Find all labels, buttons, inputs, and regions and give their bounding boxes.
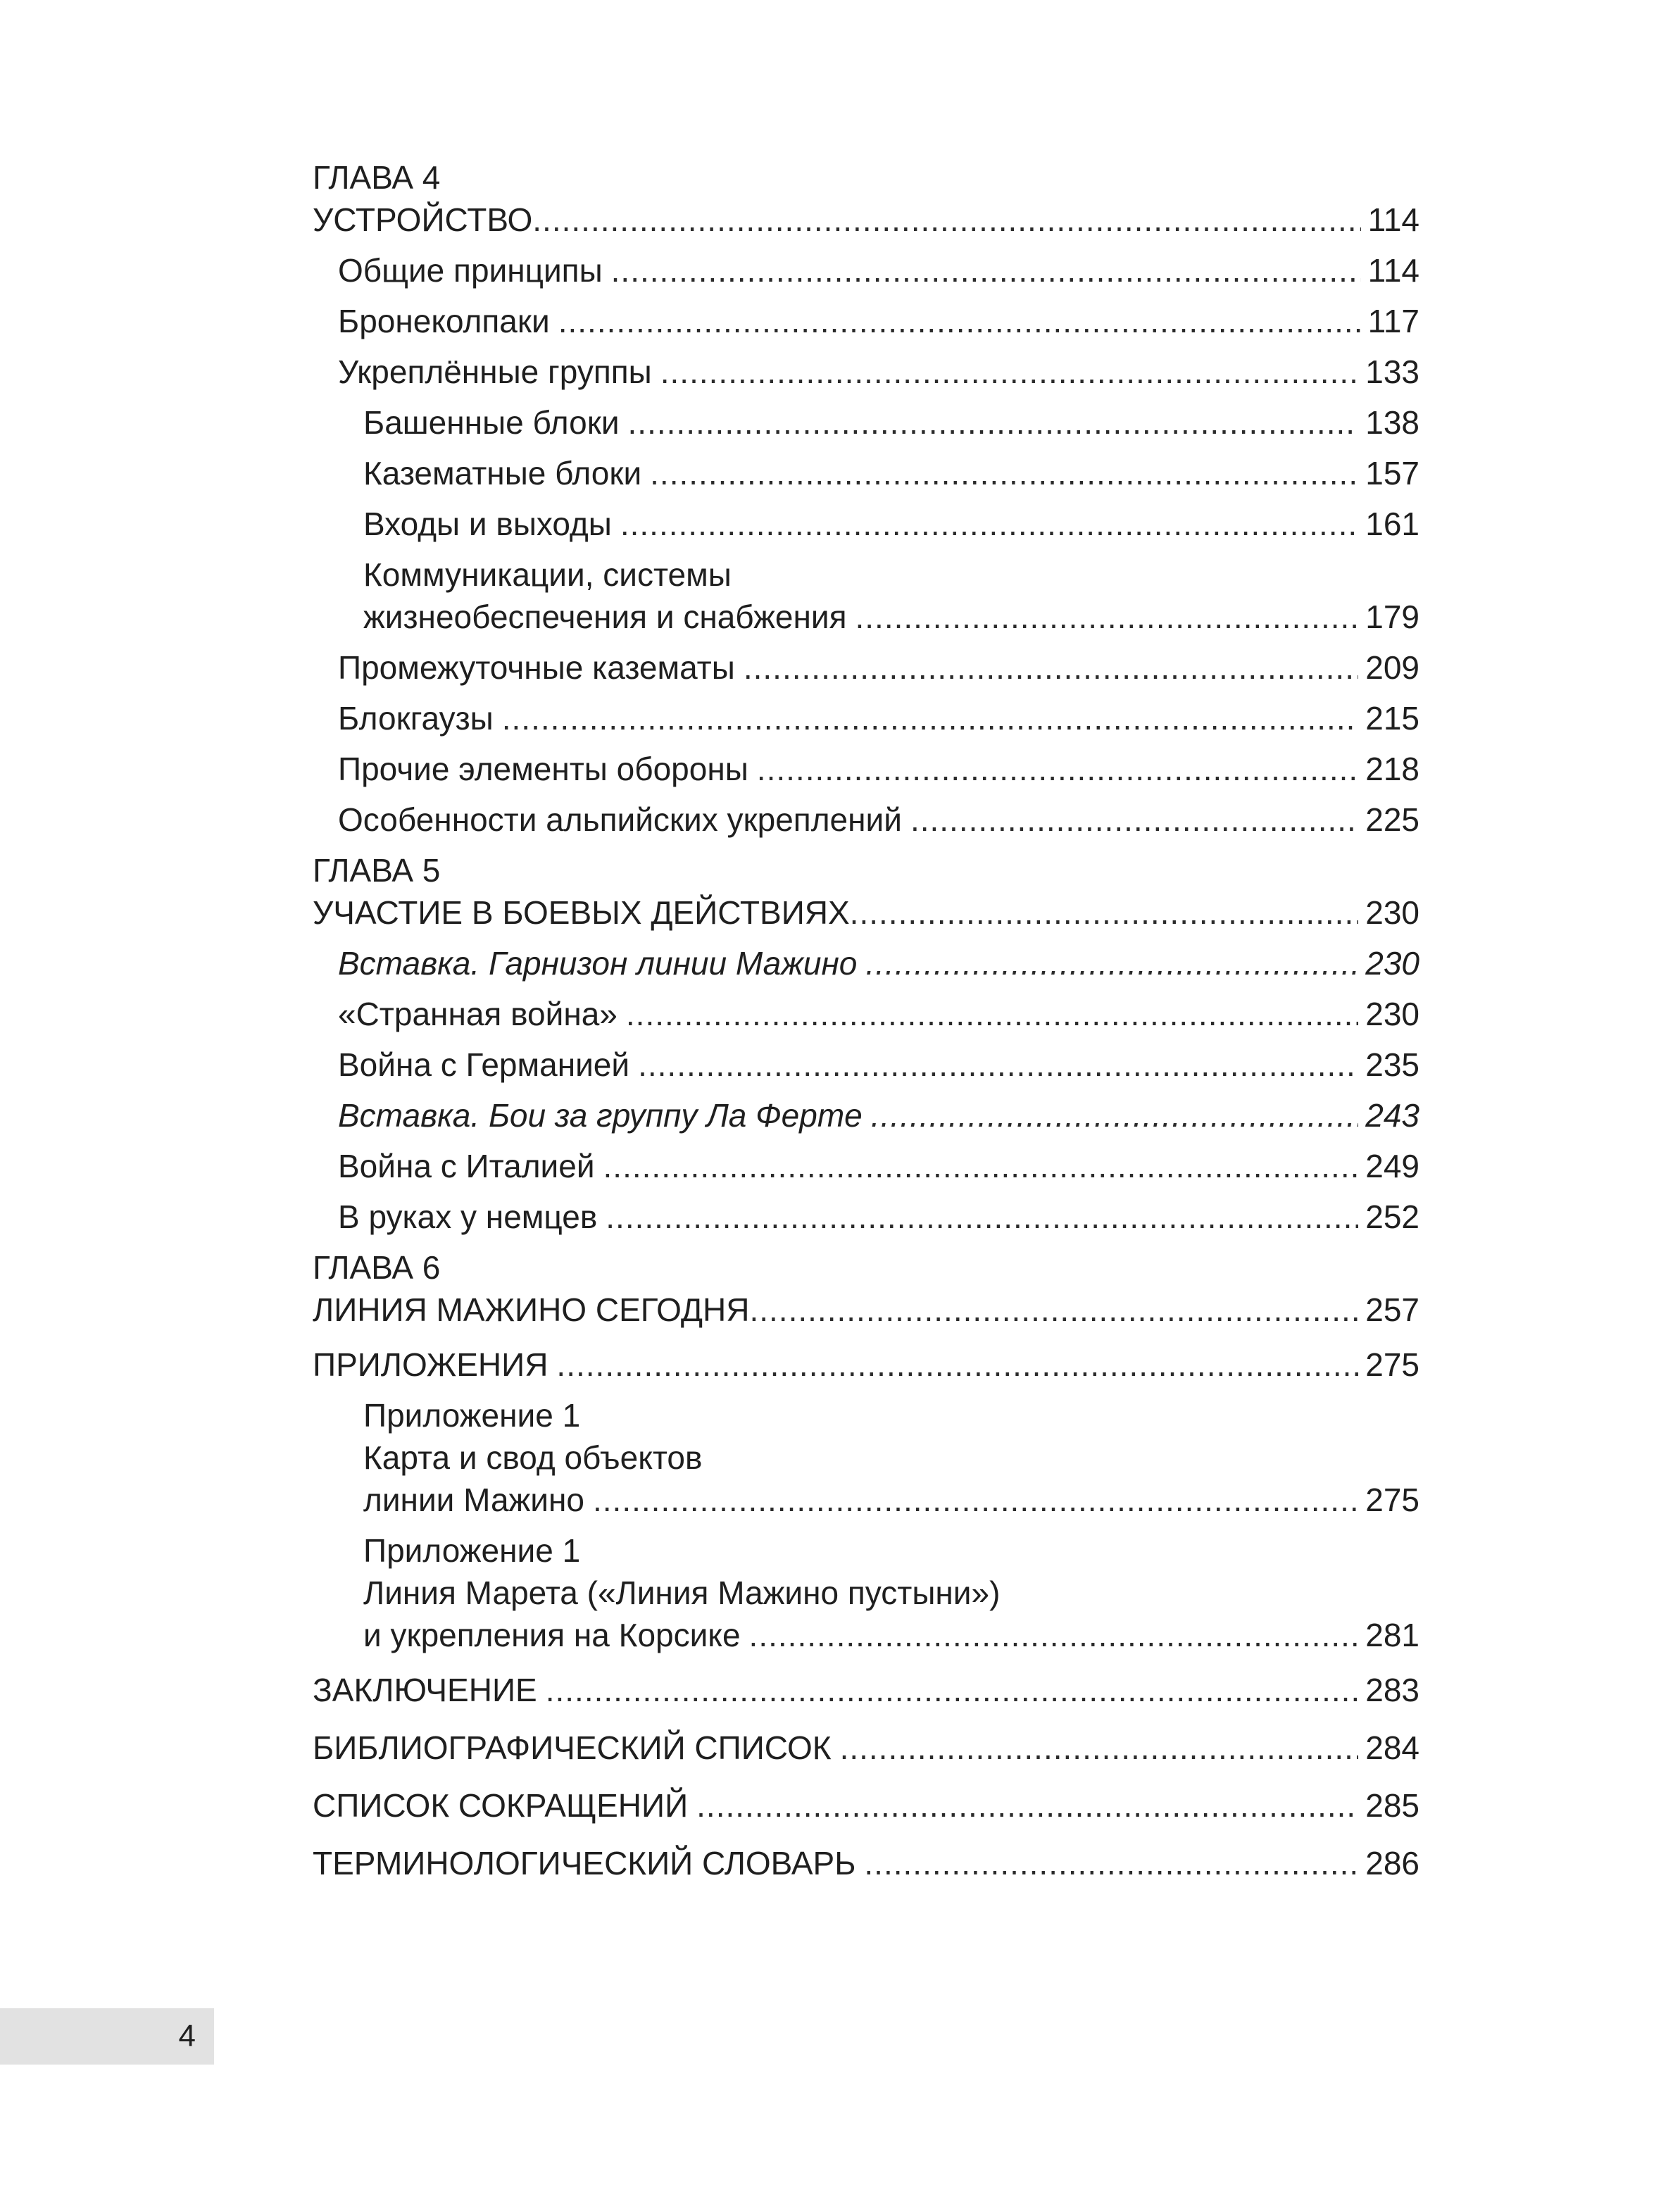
entry-title: Казематные блоки bbox=[363, 455, 642, 491]
dot-leader bbox=[757, 748, 1358, 790]
toc-line[interactable] bbox=[313, 891, 1419, 934]
entry-title: Бронеколпаки bbox=[338, 303, 550, 339]
toc-line[interactable] bbox=[313, 646, 1419, 689]
appendix-entry[interactable] bbox=[313, 1394, 1419, 1521]
toc-line[interactable] bbox=[313, 452, 1419, 494]
dot-leader bbox=[593, 1479, 1358, 1521]
entry-title: Общие принципы bbox=[338, 252, 603, 289]
toc-line[interactable] bbox=[313, 503, 1419, 545]
toc-line[interactable] bbox=[313, 1784, 1419, 1827]
dot-leader bbox=[871, 1094, 1359, 1137]
page-ref: 275 bbox=[1365, 1346, 1419, 1383]
chapter-5 bbox=[313, 849, 1419, 934]
appendix-title-line: линии Мажино bbox=[363, 1482, 584, 1518]
dot-leader bbox=[532, 199, 1360, 241]
entry-title: Особенности альпийских укреплений bbox=[338, 801, 902, 838]
toc-line[interactable] bbox=[313, 401, 1419, 444]
page-ref: 243 bbox=[1365, 1097, 1419, 1134]
toc-line[interactable] bbox=[313, 1344, 1419, 1386]
entry-title: Входы и выходы bbox=[363, 506, 612, 542]
chapter-4 bbox=[313, 156, 1419, 241]
page-ref: 215 bbox=[1365, 700, 1419, 737]
chapter-label: ГЛАВА 4 bbox=[313, 159, 441, 196]
page-ref: 285 bbox=[1365, 1787, 1419, 1824]
page-ref: 283 bbox=[1365, 1672, 1419, 1708]
dot-leader bbox=[660, 351, 1359, 393]
appendix-entry[interactable] bbox=[313, 1529, 1419, 1656]
entry-title: Промежуточные казематы bbox=[338, 649, 735, 686]
table-of-contents bbox=[313, 156, 1419, 1900]
toc-line[interactable] bbox=[313, 1196, 1419, 1238]
appendix-title-line: Линия Марета («Линия Мажино пустыни») bbox=[363, 1574, 1001, 1611]
appendix-label: Приложение 1 bbox=[363, 1532, 581, 1569]
entry-title: Прочие элементы обороны bbox=[338, 751, 748, 787]
section-title: БИБЛИОГРАФИЧЕСКИЙ СПИСОК bbox=[313, 1729, 832, 1766]
section-title: ЗАКЛЮЧЕНИЕ bbox=[313, 1672, 537, 1708]
page-ref: 133 bbox=[1365, 353, 1419, 390]
entry-title: Война с Италией bbox=[338, 1148, 595, 1184]
entry-title: «Странная война» bbox=[338, 996, 618, 1032]
page-ref: 179 bbox=[1365, 599, 1419, 635]
page-ref: 286 bbox=[1365, 1845, 1419, 1881]
toc-line[interactable] bbox=[313, 199, 1419, 241]
toc-line-insert[interactable] bbox=[313, 1094, 1419, 1137]
toc-line[interactable] bbox=[313, 748, 1419, 790]
page-ref: 218 bbox=[1365, 751, 1419, 787]
dot-leader bbox=[749, 1614, 1359, 1656]
dot-leader bbox=[840, 1727, 1359, 1769]
dot-leader bbox=[606, 1196, 1358, 1238]
entry-title-line: Коммуникации, системы bbox=[363, 556, 732, 593]
page-ref: 230 bbox=[1365, 945, 1419, 982]
page-ref: 225 bbox=[1365, 801, 1419, 838]
dot-leader bbox=[865, 942, 1358, 984]
dot-leader bbox=[749, 1289, 1358, 1331]
dot-leader bbox=[910, 799, 1358, 841]
page-ref: 230 bbox=[1365, 894, 1419, 931]
toc-line bbox=[313, 596, 1419, 638]
page-ref: 252 bbox=[1365, 1198, 1419, 1235]
entry-title: жизнеобеспечения и снабжения bbox=[363, 599, 847, 635]
toc-line[interactable] bbox=[313, 1669, 1419, 1711]
page-ref: 161 bbox=[1365, 506, 1419, 542]
toc-line[interactable] bbox=[313, 1289, 1419, 1331]
chapter-label: ГЛАВА 6 bbox=[313, 1249, 441, 1286]
toc-line[interactable] bbox=[313, 1044, 1419, 1086]
toc-line[interactable] bbox=[313, 249, 1419, 292]
dot-leader bbox=[620, 503, 1358, 545]
page-ref: 284 bbox=[1365, 1729, 1419, 1766]
toc-line bbox=[313, 1479, 1419, 1521]
page-ref: 275 bbox=[1365, 1482, 1419, 1518]
dot-leader bbox=[626, 993, 1358, 1035]
page-ref: 249 bbox=[1365, 1148, 1419, 1184]
chapter-title: ЛИНИЯ МАЖИНО СЕГОДНЯ bbox=[313, 1291, 750, 1328]
entry-title: Война с Германией bbox=[338, 1046, 630, 1083]
dot-leader bbox=[864, 1842, 1358, 1884]
toc-multiline-entry[interactable] bbox=[313, 553, 1419, 638]
dot-leader bbox=[855, 596, 1359, 638]
chapter-label: ГЛАВА 5 bbox=[313, 852, 441, 889]
dot-leader bbox=[628, 401, 1359, 444]
toc-line[interactable] bbox=[313, 1727, 1419, 1769]
dot-leader bbox=[638, 1044, 1358, 1086]
toc-line[interactable] bbox=[313, 697, 1419, 739]
page-ref: 281 bbox=[1365, 1617, 1419, 1653]
page-ref: 138 bbox=[1365, 404, 1419, 441]
dot-leader bbox=[556, 1344, 1358, 1386]
entry-title: Башенные блоки bbox=[363, 404, 620, 441]
page-ref: 117 bbox=[1367, 303, 1419, 339]
section-title: ТЕРМИНОЛОГИЧЕСКИЙ СЛОВАРЬ bbox=[313, 1845, 856, 1881]
dot-leader bbox=[603, 1145, 1359, 1187]
dot-leader bbox=[744, 646, 1358, 689]
entry-title: Вставка. Гарнизон линии Мажино bbox=[338, 945, 858, 982]
appendix-title-line: Карта и свод объектов bbox=[363, 1439, 703, 1476]
section-title: ПРИЛОЖЕНИЯ bbox=[313, 1346, 548, 1383]
entry-title: Укреплённые группы bbox=[338, 353, 652, 390]
toc-line[interactable] bbox=[313, 351, 1419, 393]
dot-leader bbox=[502, 697, 1359, 739]
page-ref: 114 bbox=[1367, 201, 1419, 238]
chapter-6 bbox=[313, 1246, 1419, 1331]
page-ref: 114 bbox=[1367, 252, 1419, 289]
entry-title: В руках у немцев bbox=[338, 1198, 598, 1235]
page-ref: 157 bbox=[1365, 455, 1419, 491]
page-ref: 235 bbox=[1365, 1046, 1419, 1083]
chapter-title: УСТРОЙСТВО bbox=[313, 201, 533, 238]
page-number: 4 bbox=[178, 2019, 196, 2053]
dot-leader bbox=[546, 1669, 1359, 1711]
toc-line-insert[interactable] bbox=[313, 942, 1419, 984]
section-title: СПИСОК СОКРАЩЕНИЙ bbox=[313, 1787, 689, 1824]
toc-line[interactable] bbox=[313, 300, 1419, 342]
toc-line[interactable] bbox=[313, 993, 1419, 1035]
appendix-title-line: и укрепления на Корсике bbox=[363, 1617, 741, 1653]
page-number-tab bbox=[0, 2008, 214, 2065]
entry-title: Вставка. Бои за группу Ла Ферте bbox=[338, 1097, 863, 1134]
toc-line[interactable] bbox=[313, 799, 1419, 841]
page-ref: 230 bbox=[1365, 996, 1419, 1032]
dot-leader bbox=[850, 891, 1359, 934]
toc-line bbox=[313, 1614, 1419, 1656]
dot-leader bbox=[611, 249, 1361, 292]
chapter-title: УЧАСТИЕ В БОЕВЫХ ДЕЙСТВИЯХ bbox=[313, 894, 850, 931]
page-ref: 257 bbox=[1365, 1291, 1419, 1328]
page-ref: 209 bbox=[1365, 649, 1419, 686]
dot-leader bbox=[650, 452, 1358, 494]
appendix-label: Приложение 1 bbox=[363, 1397, 581, 1434]
dot-leader bbox=[558, 300, 1361, 342]
toc-line[interactable] bbox=[313, 1145, 1419, 1187]
dot-leader bbox=[696, 1784, 1358, 1827]
toc-line[interactable] bbox=[313, 1842, 1419, 1884]
entry-title: Блокгаузы bbox=[338, 700, 494, 737]
